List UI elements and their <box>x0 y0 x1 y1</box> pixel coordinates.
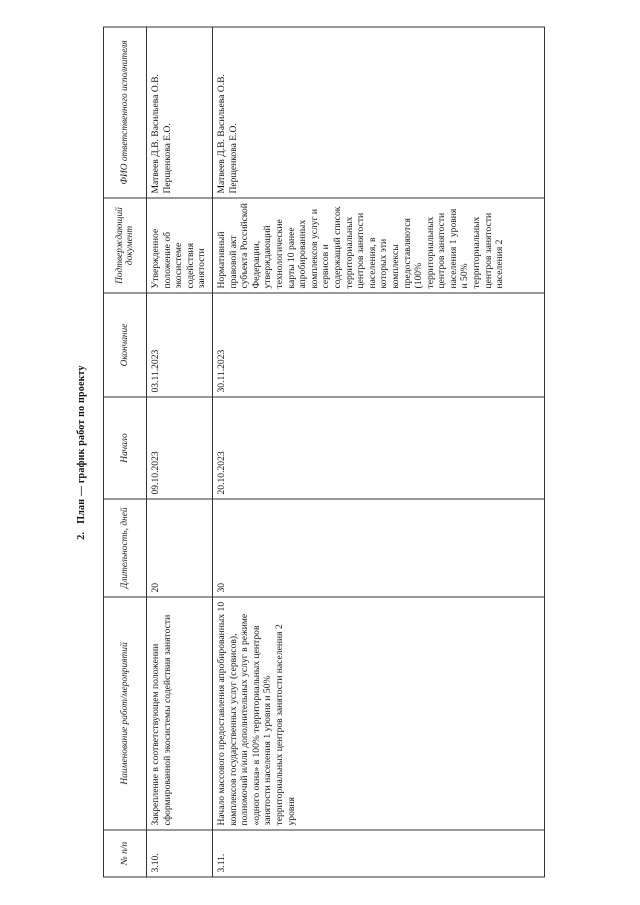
header-name: Наименование работ/мероприятий <box>104 597 147 830</box>
header-end: Окончание <box>104 293 147 397</box>
row-responsible: Матвеев Д.В. Васильева О.В. Перщенкова Е.О. <box>147 27 213 198</box>
header-start: Начало <box>104 397 147 499</box>
rotated-page <box>10 27 630 877</box>
table-row <box>147 27 213 877</box>
row-document: Нормативный правовой акт субъекта Российской Федерации, утверждающий технологические карты 10 ранее апробированных комплексов услуг и сервисов и содержащий список территориальных центров занятости населения, в которых эти комплексы предоставляются (100% территориальных центров занятости населения 1 уровня и 50% территориальных центров занятости населения 2 <box>213 198 545 293</box>
row-document: Утвержденное положение об экосистеме содействия занятости <box>147 198 213 293</box>
row-end: 03.11.2023 <box>147 293 213 397</box>
row-duration: 30 <box>213 499 545 597</box>
table-header-row <box>104 27 147 877</box>
header-duration: Длительность, дней <box>104 499 147 597</box>
row-name: Закрепление в соответствующем положении сформированной экосистемы содействия занятости <box>147 597 213 830</box>
row-name: Начало массового предоставления апробированных 10 комплексов государственных услуг (сервисов), полномочий и/или дополнительных услуг в режиме «одного окна» в 100% территориальных центров занятости населения 1 уровня и 50% территориальных центров занятости населения 2 уровня <box>213 597 545 830</box>
header-num: № п/п <box>104 830 147 877</box>
row-num: 3.10. <box>147 830 213 877</box>
row-end: 30.11.2023 <box>213 293 545 397</box>
table-row <box>213 27 545 877</box>
row-num: 3.11. <box>213 830 545 877</box>
row-responsible: Матвеев Д.В. Васильева О.В. Перщенкова Е.О. <box>213 27 545 198</box>
header-responsible: ФИО ответственного исполнителя <box>104 27 147 198</box>
row-start: 09.10.2023 <box>147 397 213 499</box>
section-number: 2. <box>76 531 87 540</box>
section-heading <box>76 27 87 877</box>
work-plan-table <box>103 26 545 877</box>
row-start: 20.10.2023 <box>213 397 545 499</box>
section-title: План — график работ по проекту <box>76 364 87 524</box>
row-duration: 20 <box>147 499 213 597</box>
header-document: Подтверждающий документ <box>104 198 147 293</box>
